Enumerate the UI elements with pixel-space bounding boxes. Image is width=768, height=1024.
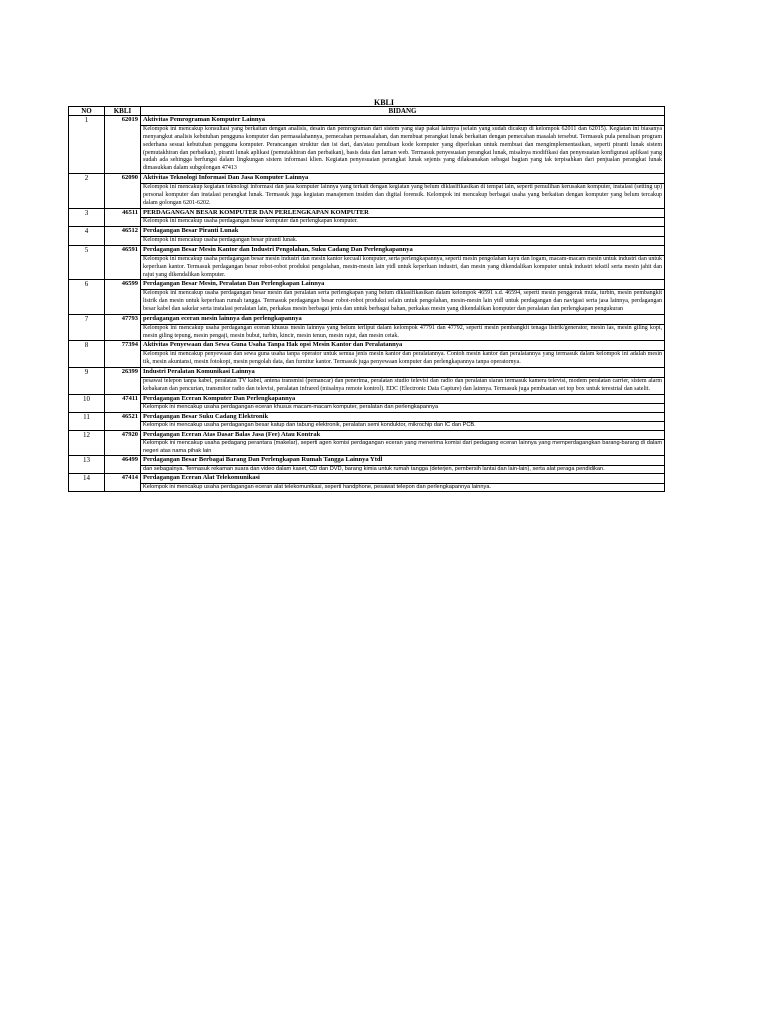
table-row — [69, 116, 665, 126]
table-row-description — [69, 377, 665, 394]
blank-cell — [105, 237, 141, 246]
table-row — [69, 245, 665, 255]
table-row — [69, 412, 665, 422]
kbli-code: 77394 — [105, 341, 141, 351]
bidang-description: Kelompok ini mencakup usaha perdagangan eceran khusus macam-macam komputer, peralatan dan perlengkapannya — [141, 404, 665, 412]
bidang-name: Perdagangan Besar Berbagai Barang Dan Perlengkapan Rumah Tangga Lainnya Ytdl — [141, 456, 665, 466]
bidang-name: Perdagangan Eceran Komputer Dan Perlengkapannya — [141, 394, 665, 404]
bidang-description: Kelompok ini mencakup usaha perdagangan besar katup dan tabung elektronik, peralatan semi konduktor, mikrochip dan IC dan PCB. — [141, 422, 665, 430]
table-row — [69, 208, 665, 218]
row-number: 13 — [69, 456, 105, 466]
table-body — [69, 116, 665, 492]
table-row — [69, 174, 665, 184]
blank-cell — [105, 125, 141, 173]
blank-cell — [69, 290, 105, 315]
blank-cell — [69, 377, 105, 394]
bidang-description: Kelompok ini mencakup kegiatan teknologi informasi dan jasa komputer lainnya yang terkait dengan kegiatan yang belum diklasifikasikan di tempat lain, seperti pemulihan kerusakan komputer, instalasi (setting up) personal komputer dan instalasi perangkat lunak. Termasuk juga kegiatan manajemen insiden dan digital forensik. Kelompok ini mencakup berbagai usaha yang berkaitan dengan komputer yang belum tercakup dalam golongan 6201-6202. — [141, 183, 665, 208]
blank-cell — [69, 351, 105, 368]
bidang-description: Kelompok ini mencakup usaha perdagangan besar mesin industri dan mesin kantor kecuali komputer, serta perlengkapannya, seperti mesin pengolahan kayu dan logam, macam-macam mesin untuk industri dan untuk keperluan kantor. Termasuk perdagangan besar robot-robot produksi pengolahan, mesin-mesin lain ytdl untuk keperluan industri, dan mesin yang dikendalikan komputer untuk industri tekstil serta mesin jahit dan rajut yang dikendalikan komputer. — [141, 255, 665, 280]
row-number: 10 — [69, 394, 105, 404]
blank-cell — [69, 422, 105, 430]
row-number: 14 — [69, 474, 105, 484]
table-row — [69, 227, 665, 237]
kbli-code: 47793 — [105, 314, 141, 324]
blank-cell — [69, 484, 105, 492]
blank-cell — [69, 324, 105, 341]
header-row — [69, 107, 665, 116]
bidang-name: Aktivitas Pemrograman Komputer Lainnya — [141, 116, 665, 126]
bidang-description: Kelompok ini mencakup usaha perdagangan besar mesin dan peralatan serta perlengkapan yang belum diklasifikasikan dalam kelompok 46591 s.d. 46594, seperti mesin penggerak mula, turbin, mesin pembangkit listrik dan mesin untuk keperluan rumah tangga. Termasuk perdagangan besar robot-robot produksi selain untuk pengolahan, mesin-mesin lain ytdl untuk perdagangan dan navigasi serta jasa lainnya, perdagangan besar kabel dan sakelar serta instalasi peralatan lain, perkakas mesin berbagai jenis dan untuk berbagai bahan, perkakas mesin yang dikendalikan komputer dan peralatan dan perlengkapan pengukuran — [141, 290, 665, 315]
table-row-description — [69, 237, 665, 246]
bidang-name: PERDAGANGAN BESAR KOMPUTER DAN PERLENGKAPAN KOMPUTER — [141, 208, 665, 218]
bidang-description: Kelompok ini mencakup usaha pedagang perantara (makelar), seperti agen komisi perdagangan eceran yang menerima komisi dari pedagang eceran lainnya yang memperdagangkan barang-barang di dalam negeri atas nama pihak lain — [141, 440, 665, 456]
blank-cell — [105, 377, 141, 394]
kbli-code: 47411 — [105, 394, 141, 404]
bidang-description: pesawat telepon tanpa kabel, peralatan TV kabel, antena transmisi (pemancar) dan penerima, peralatan studio televisi dan radio dan peralatan siaran termasuk kamera televisi, modem peralatan carrier, sistem alarm kebakaran dan pencurian, transmitor radio dan televisi, peralatan infrared (misalnya remote kontrol). EDC (Electronic Data Capture) dan lainnya. Termasuk juga pembuatan set top box untuk terestrial dan satelit. — [141, 377, 665, 394]
kbli-code: 46512 — [105, 227, 141, 237]
kbli-code: 46511 — [105, 208, 141, 218]
bidang-description: Kelompok ini mencakup usaha perdagangan besar komputer dan perlengkapan komputer. — [141, 218, 665, 227]
kbli-code: 46599 — [105, 280, 141, 290]
kbli-code: 46591 — [105, 245, 141, 255]
bidang-description: Kelompok ini mencakup konsultasi yang berkaitan dengan analisis, desain dan pemrograman dari sistem yang siap pakai lainnya (selain yang sudah dicakup di kelompok 62011 dan 62015). Kegiatan ini biasanya menyangkut analisis kebutuhan pengguna komputer dan permasalahannya, pemecahan permasalahan, dan membuat perangkat lunak berkaitan dengan pemecahan masalah tersebut. Termasuk pula penulisan program sederhana sesuai kebutuhan pengguna komputer. Perancangan struktur dan isi dari, dan/atau penulisan kode komputer yang diperlukan untuk membuat dan mengimplementasikan, seperti piranti lunak sistem (pemutakhiran dan perbaikan), piranti lunak aplikasi (pemutakhiran dan perbaikan), basis data dan laman web. Termasuk penyesuaian perangkat lunak, misalnya modifikasi dan penyesuaian konfigurasi aplikasi yang sudah ada sehingga berfungsi dalam lingkungan sistem informasi klien. Kegiatan penyesuaian perangkat lunak sejenis yang dilaksanakan sebagai bagian yang tak terpisahkan dari penjualan perangkat lunak dimasukkan dalam subgolongan 47413 — [141, 125, 665, 173]
table-row — [69, 314, 665, 324]
blank-cell — [69, 465, 105, 473]
header-bidang: BIDANG — [141, 107, 665, 116]
bidang-name: Industri Peralatan Komunikasi Lainnya — [141, 367, 665, 377]
table-row — [69, 456, 665, 466]
table-row-description — [69, 351, 665, 368]
blank-cell — [69, 218, 105, 227]
blank-cell — [105, 218, 141, 227]
kbli-code: 26399 — [105, 367, 141, 377]
table-row — [69, 367, 665, 377]
bidang-description: Kelompok ini mencakup usaha perdagangan besar piranti lunak. — [141, 237, 665, 246]
bidang-description: Kelompok ini mencakup usaha perdagangan eceran khusus mesin lainnya yang belum terliput dalam kelompok 47791 dan 47792, seperti mesin pembangkit tenaga listrik/generator, mesin las, mesin giling kopi, mesin giling tepung, mesin pengaji, mesin bubut, turbin, kincir, mesin tenun, mesin rajut, dan mesin cetak. — [141, 324, 665, 341]
bidang-name: Perdagangan Besar Piranti Lunak — [141, 227, 665, 237]
blank-cell — [69, 237, 105, 246]
blank-cell — [69, 255, 105, 280]
blank-cell — [69, 125, 105, 173]
table-row — [69, 430, 665, 440]
blank-cell — [105, 465, 141, 473]
bidang-name: perdagangan eceran mesin lainnya dan perlengkapannya — [141, 314, 665, 324]
header-kbli: KBLI — [105, 107, 141, 116]
table-row — [69, 474, 665, 484]
table-row-description — [69, 465, 665, 473]
table-row-description — [69, 484, 665, 492]
row-number: 4 — [69, 227, 105, 237]
kbli-code: 62090 — [105, 174, 141, 184]
row-number: 6 — [69, 280, 105, 290]
bidang-name: Aktivitas Teknologi Informasi Dan Jasa Komputer Lainnya — [141, 174, 665, 184]
row-number: 11 — [69, 412, 105, 422]
table-row-description — [69, 125, 665, 173]
blank-cell — [69, 404, 105, 412]
kbli-code: 62019 — [105, 116, 141, 126]
bidang-name: Aktivitas Penyewaan dan Sewa Guna Usaha Tanpa Hak opsi Mesin Kantor dan Peralatannya — [141, 341, 665, 351]
blank-cell — [105, 422, 141, 430]
bidang-description: Kelompok ini mencakup penyewaan dan sewa guna usaha tanpa operator untuk semua jenis mesin kantor dan peralatannya. Contoh mesin kantor dan peralatannya yang termasuk dalam kelompok ini adalah mesin tik, mesin akuntansi, mesin fotokopi, mesin pengolah data, dan furnitur kantor. Termasuk juga penyewaan komputer dan perlengkapannya tanpa operatornya. — [141, 351, 665, 368]
row-number: 2 — [69, 174, 105, 184]
bidang-description: dan sebagainya. Termasuk rekaman suara dan video dalam kaset, CD dan DVD, barang kimia untuk rumah tangga (deterjen, pembersih lantai dan lain-lain), serta alat peraga pendidikan. — [141, 465, 665, 473]
blank-cell — [69, 183, 105, 208]
table-row-description — [69, 290, 665, 315]
row-number: 7 — [69, 314, 105, 324]
row-number: 1 — [69, 116, 105, 126]
blank-cell — [105, 484, 141, 492]
row-number: 5 — [69, 245, 105, 255]
bidang-name: Perdagangan Eceran Alat Telekomunikasi — [141, 474, 665, 484]
blank-cell — [105, 440, 141, 456]
table-title: KBLI — [373, 98, 394, 107]
table-row — [69, 394, 665, 404]
bidang-name: Perdagangan Besar Suku Cadang Elektronik — [141, 412, 665, 422]
blank-cell — [69, 440, 105, 456]
row-number: 3 — [69, 208, 105, 218]
blank-cell — [105, 255, 141, 280]
blank-cell — [105, 404, 141, 412]
table-row — [69, 280, 665, 290]
blank-cell — [105, 324, 141, 341]
row-number: 9 — [69, 367, 105, 377]
table-row-description — [69, 183, 665, 208]
blank-cell — [105, 183, 141, 208]
bidang-name: Perdagangan Besar Mesin, Peralatan Dan Perlengkapan Lainnya — [141, 280, 665, 290]
table-row-description — [69, 422, 665, 430]
row-number: 8 — [69, 341, 105, 351]
kbli-code: 47414 — [105, 474, 141, 484]
table-row-description — [69, 255, 665, 280]
row-number: 12 — [69, 430, 105, 440]
table-row-description — [69, 404, 665, 412]
kbli-table — [68, 106, 665, 492]
table-row — [69, 341, 665, 351]
bidang-description: Kelompok ini mencakup usaha perdagangan eceran alat telekomunikasi, seperti handphone, pesawat telepon dan perlengkapannya lainnya. — [141, 484, 665, 492]
blank-cell — [105, 351, 141, 368]
kbli-code: 46521 — [105, 412, 141, 422]
blank-cell — [105, 290, 141, 315]
header-no: NO — [69, 107, 105, 116]
bidang-name: Perdagangan Eceran Atas Dasar Balas Jasa (Fee) Atau Kontrak — [141, 430, 665, 440]
table-row-description — [69, 440, 665, 456]
kbli-code: 46499 — [105, 456, 141, 466]
table-row-description — [69, 324, 665, 341]
kbli-code: 47920 — [105, 430, 141, 440]
table-row-description — [69, 218, 665, 227]
bidang-name: Perdagangan Besar Mesin Kantor dan Industri Pengolahan, Suku Cadang Dan Perlengkapannya — [141, 245, 665, 255]
